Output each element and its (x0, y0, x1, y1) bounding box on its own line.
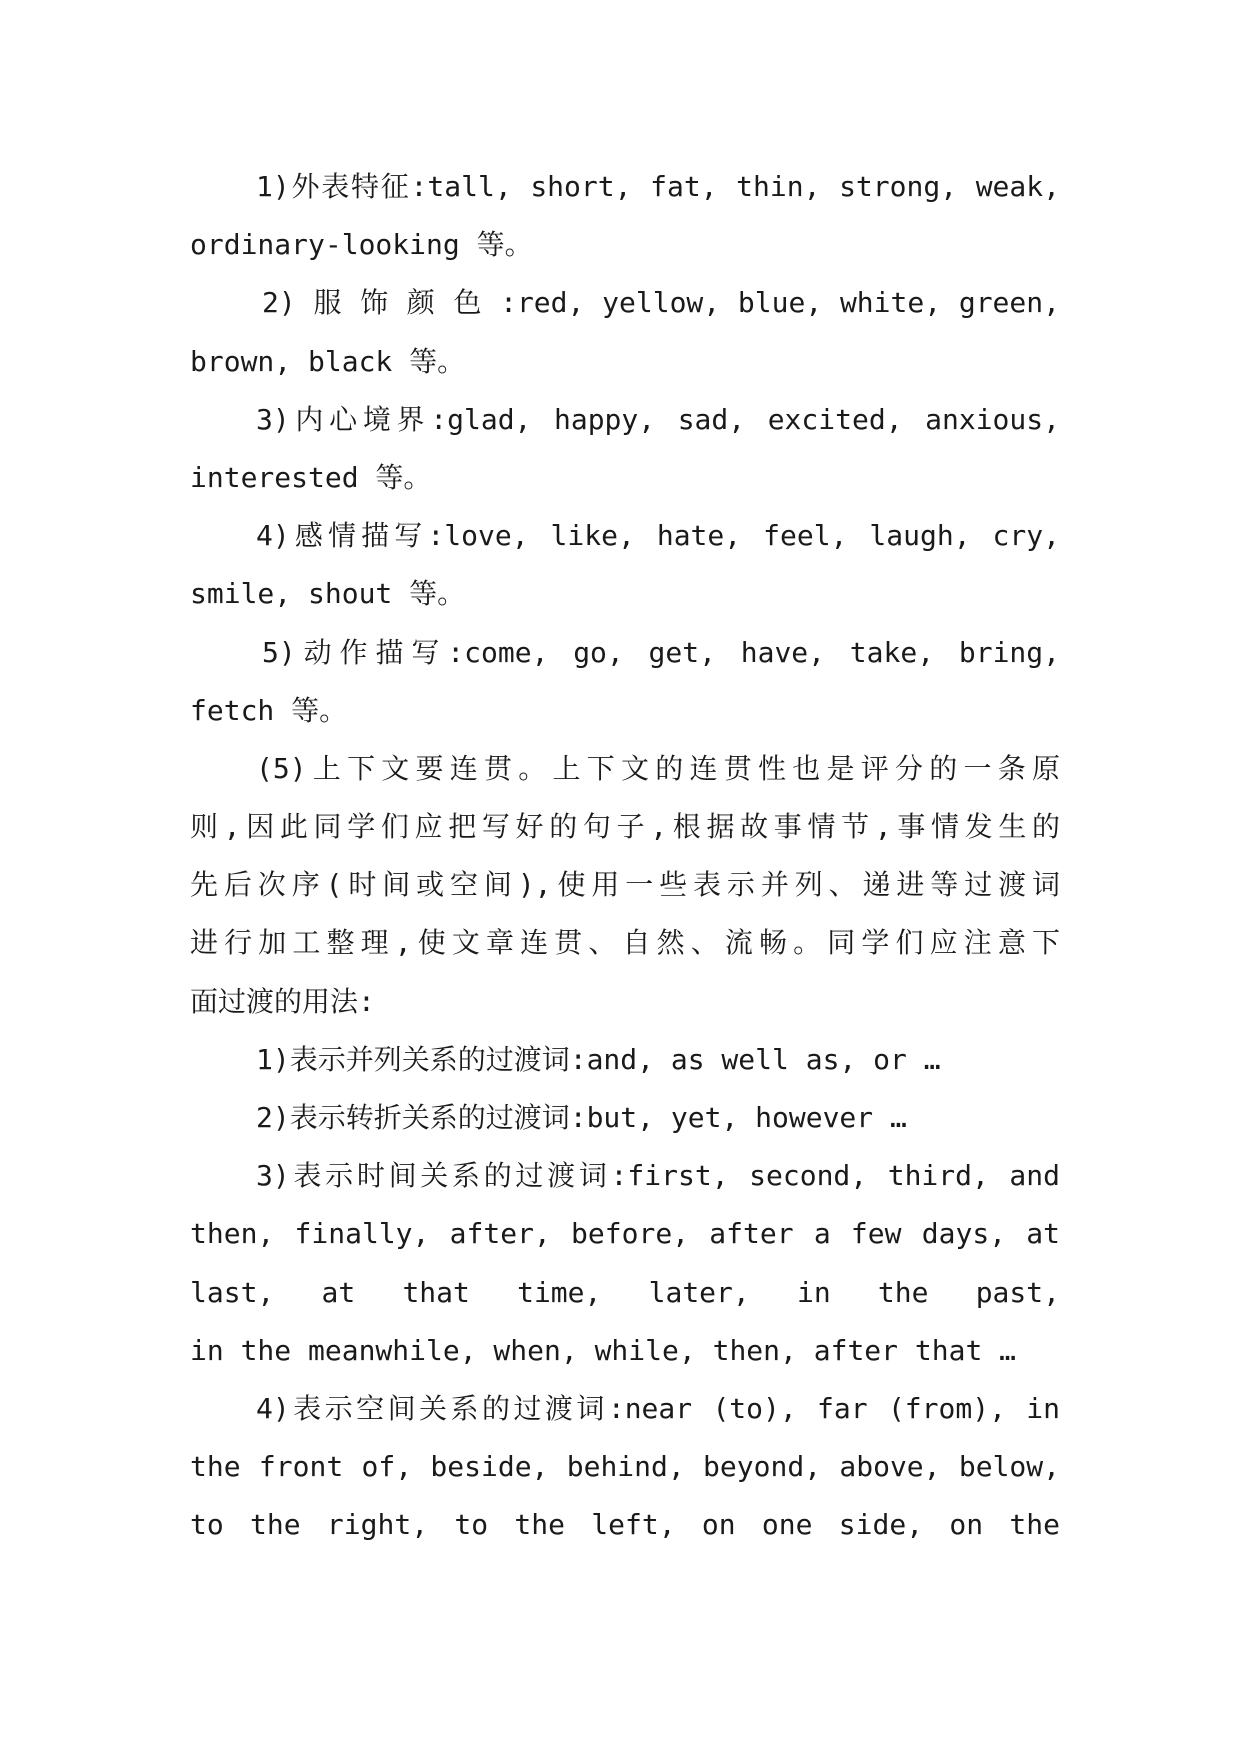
text-line: 先后次序(时间或空间),使用一些表示并列、递进等过渡词 (190, 868, 1060, 902)
text-line: 进行加工整理,使文章连贯、自然、流畅。同学们应注意下 (190, 926, 1060, 960)
text-line: 4)感情描写:love, like, hate, feel, laugh, cry, (256, 519, 1060, 553)
text-line: 2) 服 饰 颜 色 :red, yellow, blue, white, green, (262, 286, 1060, 320)
text-line: fetch 等。 (190, 693, 348, 727)
text-line: 1)表示并列关系的过渡词:and, as well as, or … (256, 1042, 941, 1076)
text-line: to the right, to the left, on one side, on the (190, 1508, 1060, 1542)
text-line: 4)表示空间关系的过渡词:near (to), far (from), in (256, 1391, 1060, 1425)
text-line: (5)上下文要连贯。上下文的连贯性也是评分的一条原 (256, 751, 1060, 785)
text-line: interested 等。 (190, 460, 432, 494)
text-line: in the meanwhile, when, while, then, after that … (190, 1333, 1017, 1367)
text-line: then, finally, after, before, after a few days, at (190, 1217, 1060, 1251)
text-line: 3)内心境界:glad, happy, sad, excited, anxious, (256, 402, 1060, 436)
document-body (190, 158, 1060, 1555)
text-line: 则,因此同学们应把写好的句子,根据故事情节,事情发生的 (190, 810, 1060, 844)
text-line: 面过渡的用法: (190, 984, 375, 1018)
text-line: ordinary-looking 等。 (190, 228, 533, 262)
text-line: 2)表示转折关系的过渡词:but, yet, however … (256, 1101, 907, 1134)
text-line: 1)外表特征:tall, short, fat, thin, strong, weak, (256, 170, 1060, 203)
text-line: 3)表示时间关系的过渡词:first, second, third, and (256, 1159, 1060, 1193)
text-line: brown, black 等。 (190, 344, 466, 378)
text-line: smile, shout 等。 (190, 577, 466, 611)
text-line: last, at that time, later, in the past, (190, 1275, 1060, 1309)
text-line: the front of, beside, behind, beyond, above, below, (190, 1450, 1060, 1484)
text-line: 5)动作描写:come, go, get, have, take, bring, (262, 635, 1060, 669)
